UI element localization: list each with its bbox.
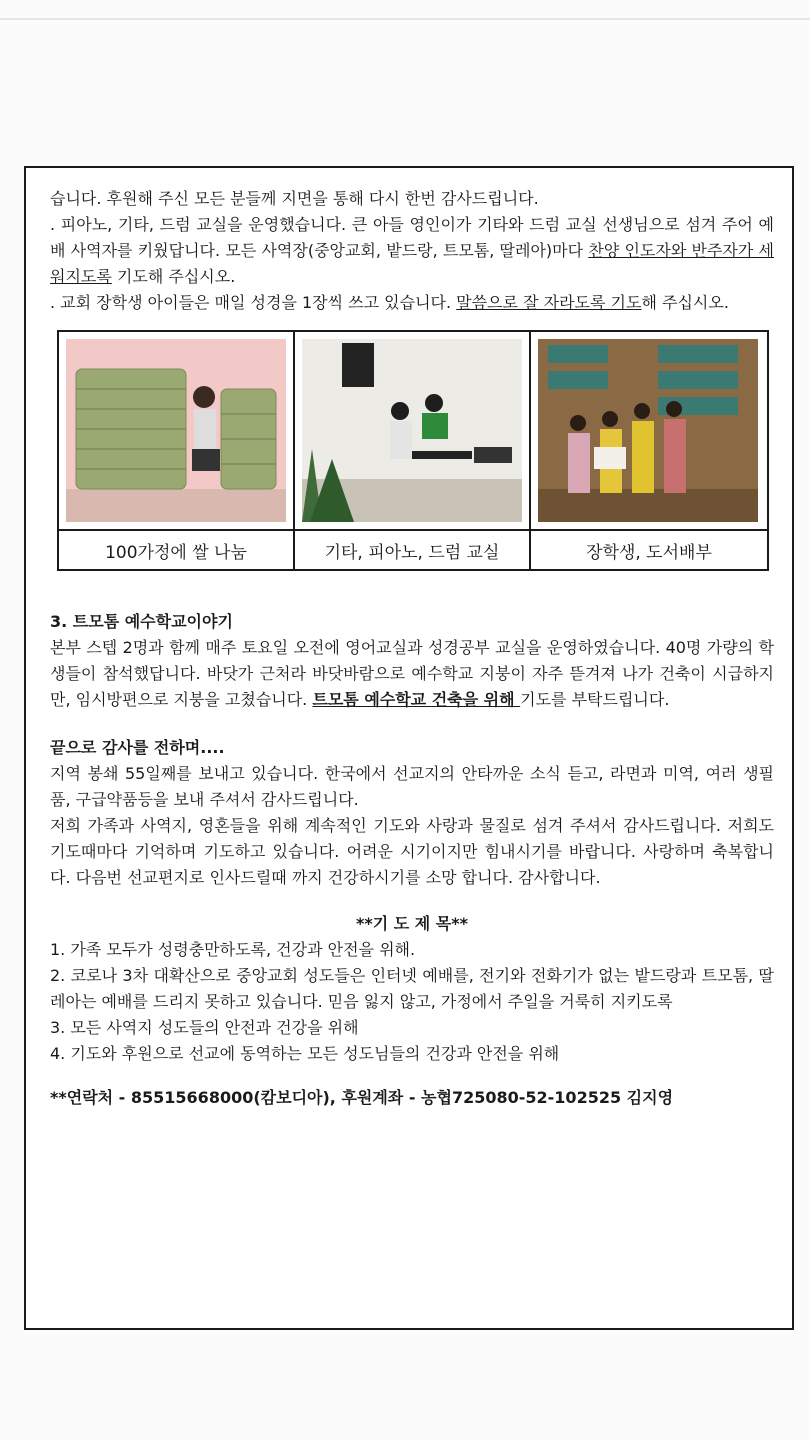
section3-body [50, 635, 774, 713]
caption-rice: 100가정에 쌀 나눔 [59, 531, 295, 569]
closing-heading: 끝으로 감사를 전하며.... [50, 738, 225, 757]
section3-prayer-highlight: 트모톰 예수학교 건축을 위해 [312, 690, 521, 709]
music-class-prayer-highlight: 찬양 인도자와 반주자가 세워지도록 [50, 241, 775, 286]
prayer-item-3: 3. 모든 사역지 성도들의 안전과 건강을 위해 [50, 1018, 359, 1037]
scholarship-paragraph [50, 290, 774, 316]
contact-info: **연락처 - 85515668000(캄보디아), 후원계좌 - 농협725080-52-102525 김지영 [50, 1088, 674, 1107]
section3-tail: 기도를 부탁드립니다. [520, 690, 670, 709]
scholarship-prayer-highlight: 말씀으로 잘 자라도록 기도 [456, 293, 642, 312]
scholarship-photo [531, 332, 767, 531]
music-class-paragraph [50, 212, 774, 290]
photo-table [57, 330, 769, 571]
intro-line: 습니다. 후원해 주신 모든 분들께 지면을 통해 다시 한번 감사드립니다. [50, 189, 539, 208]
scholarship-text: . 교회 장학생 아이들은 매일 성경을 1장씩 쓰고 있습니다. [50, 293, 457, 312]
music-class-text: . 피아노, 기타, 드럼 교실을 운영했습니다. 큰 아들 영인이가 기타와 드럼 교실 선생님으로 섬겨 주어 예배 사역자를 키웠답니다. 모든 사역장(중앙교회, 밭드랑, 트모톰, 딸레아)마다 [50, 215, 774, 260]
prayer-list [50, 937, 774, 1067]
top-divider [0, 18, 810, 20]
prayer-item-4: 4. 기도와 후원으로 선교에 동역하는 모든 성도님들의 건강과 안전을 위해 [50, 1044, 560, 1063]
prayer-item-2: 2. 코로나 3차 대확산으로 중앙교회 성도들은 인터넷 예배를, 전기와 전화기가 없는 밭드랑과 트모톰, 딸레아는 예배를 드리지 못하고 있습니다. 믿음 잃지 않고, 가정에서 주일을 거룩히 지키도록 [50, 966, 774, 1011]
letter-content [50, 186, 774, 1111]
rice-bags-image [66, 339, 286, 522]
caption-scholarship: 장학생, 도서배부 [586, 542, 712, 563]
rice-sharing-photo [59, 332, 295, 531]
scholarship-tail: 해 주십시오. [641, 293, 729, 312]
prayer-item-1: 1. 가족 모두가 성령충만하도록, 건강과 안전을 위해. [50, 940, 416, 959]
closing-paragraph-1: 지역 봉쇄 55일째를 보내고 있습니다. 한국에서 선교지의 안타까운 소식 듣고, 라면과 미역, 여러 생필품, 구급약품등을 보내 주셔서 감사드립니다. [50, 764, 774, 809]
prayer-title: **기 도 제 목** [355, 914, 468, 933]
mission-letter-page [24, 166, 794, 1330]
music-class-photo [295, 332, 531, 531]
section3-text: 본부 스텝 2명과 함께 매주 토요일 오전에 영어교실과 성경공부 교실을 운영하였습니다. 40명 가량의 학생들이 참석했답니다. 바닷가 근처라 바닷바람으로 예수학교 지붕이 자주 뜯겨져 나가 건축이 시급하지만, 임시방편으로 지붕을 고쳤습니다. [50, 638, 774, 709]
music-class-tail: 기도해 주십시오. [111, 267, 236, 286]
scholarship-image [538, 339, 758, 522]
music-class-image [302, 339, 522, 522]
section3-heading: 3. 트모톰 예수학교이야기 [50, 612, 233, 631]
closing-paragraph-2: 저희 가족과 사역지, 영혼들을 위해 계속적인 기도와 사랑과 물질로 섬겨 주셔서 감사드립니다. 저희도 기도때마다 기억하며 기도하고 있습니다. 어려운 시기이지만 힘내시기를 바랍니다. 사랑하며 축복합니다. 다음번 선교편지로 인사드릴때 까지 건강하시기를 소망 합니다. 감사합니다. [50, 816, 774, 887]
caption-music: 기타, 피아노, 드럼 교실 [295, 531, 531, 569]
